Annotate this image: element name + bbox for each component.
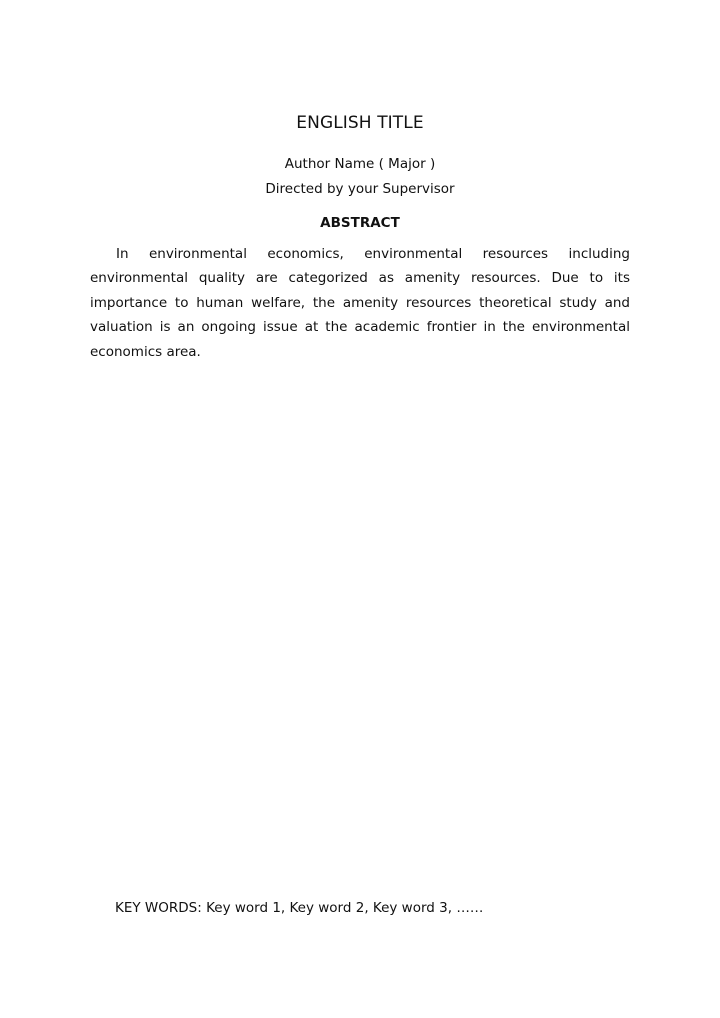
supervisor-line: Directed by your Supervisor bbox=[265, 181, 455, 197]
abstract-paragraph: In environmental economics, environmental resources including environmental quality are categorized as amenity resources. Due to its importance to human welfare, the amenity resources theoretical study and valuation is an ongoing issue at the academic frontier in the environmental economics area. bbox=[90, 246, 630, 360]
page-title: ENGLISH TITLE bbox=[296, 113, 424, 133]
abstract-heading: ABSTRACT bbox=[320, 215, 400, 231]
author-line: Author Name ( Major ) bbox=[284, 156, 436, 172]
keywords-line: KEY WORDS: Key word 1, Key word 2, Key word 3, …… bbox=[115, 900, 484, 916]
